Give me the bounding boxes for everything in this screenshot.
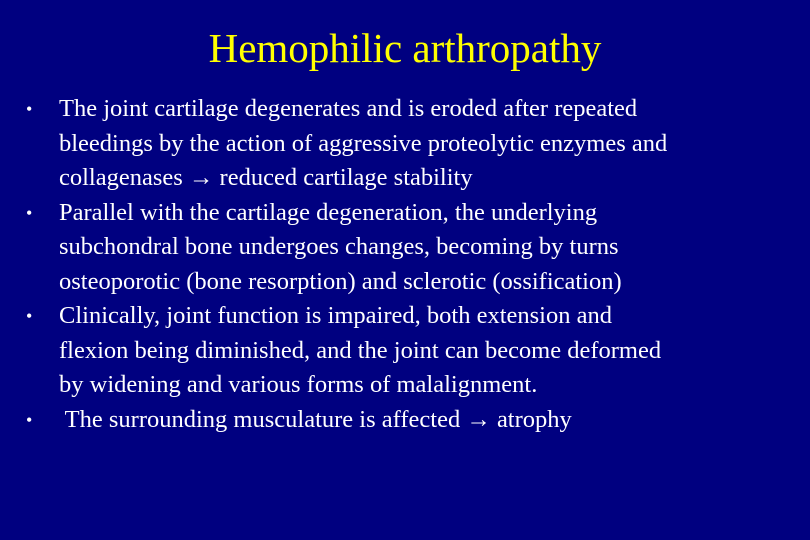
slide-title: Hemophilic arthropathy — [208, 25, 602, 71]
bullet-line: flexion being diminished, and the joint can become deformed — [59, 336, 662, 364]
bullet-line: osteoporotic (bone resorption) and sclerotic (ossification) — [59, 267, 622, 295]
bullet-line: Clinically, joint function is impaired, both extension and — [59, 302, 612, 329]
bullet-icon: • — [26, 99, 33, 119]
bullet-item — [26, 403, 796, 438]
bullet-icon: • — [26, 306, 33, 326]
bullet-line: subchondral bone undergoes changes, becoming by turns — [59, 233, 619, 260]
bullet-icon: • — [26, 202, 33, 223]
bullet-item — [26, 299, 796, 403]
bullet-line: The joint cartilage degenerates and is eroded after repeated — [59, 95, 638, 122]
bullet-line: The surrounding musculature is affected → atrophy — [59, 405, 572, 433]
bullet-line: by widening and various forms of malalignment. — [59, 371, 538, 398]
bullet-line: collagenases → reduced cartilage stability — [59, 164, 473, 191]
bullet-line: bleedings by the action of aggressive proteolytic enzymes and — [59, 129, 668, 157]
bullet-line: Parallel with the cartilage degeneration, the underlying — [59, 198, 598, 226]
bullet-item — [26, 196, 796, 300]
bullet-list — [26, 92, 796, 437]
bullet-icon: • — [26, 409, 33, 430]
bullet-item — [26, 92, 796, 196]
